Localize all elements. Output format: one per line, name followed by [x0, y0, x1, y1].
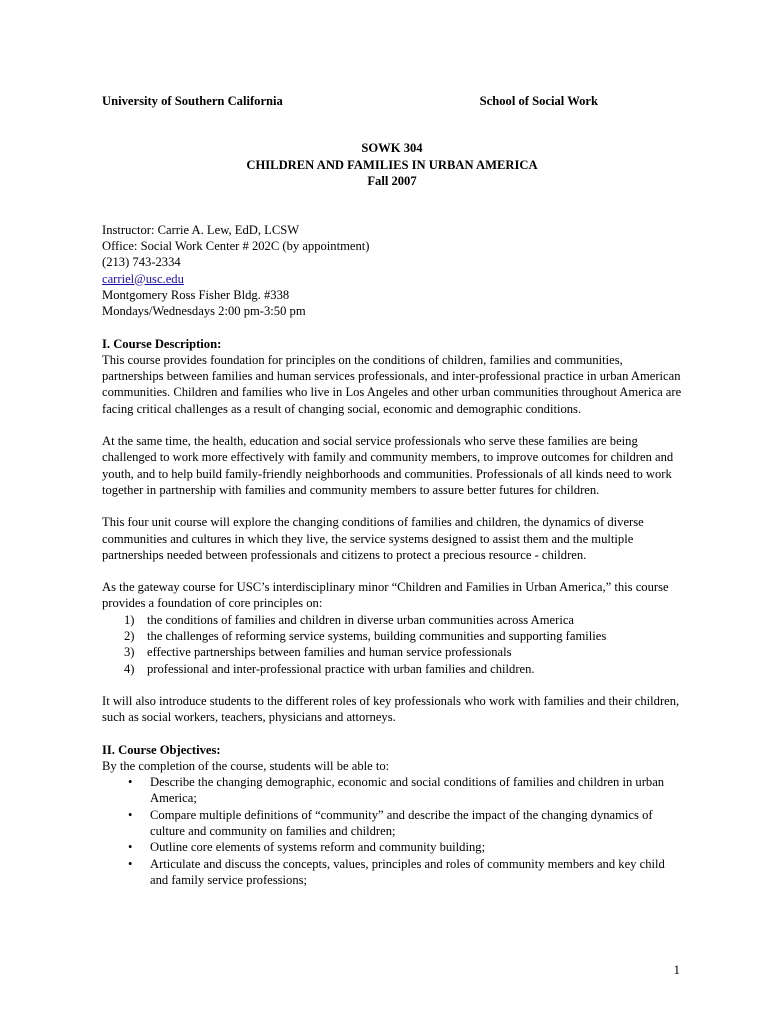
- course-title-block: [102, 140, 682, 190]
- document-header: [102, 93, 682, 109]
- course-description-heading: I. Course Description:: [102, 336, 222, 351]
- class-building: Montgomery Ross Fisher Bldg. #338: [102, 287, 290, 302]
- instructor-office: Office: Social Work Center # 202C (by appointment): [102, 239, 370, 254]
- university-name: University of Southern California: [102, 94, 283, 108]
- list-item: 1) the conditions of families and children in diverse urban communities across America: [124, 612, 575, 627]
- class-schedule: Mondays/Wednesdays 2:00 pm-3:50 pm: [102, 304, 306, 319]
- objectives-intro: By the completion of the course, students will be able to:: [102, 758, 390, 773]
- principles-list: [102, 612, 682, 677]
- description-paragraph-2: At the same time, the health, education and social service professionals who serve these families are being challenged to work more effectively with family and community members, to improve outcomes for children and youth, and to help build family-friendly neighborhoods and communities. Professionals of all kinds need to work together in partnership with families and community members to assure better futures for children.: [102, 434, 674, 497]
- document-body: [102, 93, 682, 888]
- list-item: 2) the challenges of reforming service systems, building communities and supporting families: [124, 629, 607, 644]
- school-name: School of Social Work: [479, 94, 598, 108]
- bullet-icon: •: [128, 807, 133, 822]
- objectives-list: [102, 774, 682, 888]
- bullet-icon: •: [128, 840, 133, 855]
- course-title: CHILDREN AND FAMILIES IN URBAN AMERICA: [246, 157, 538, 172]
- course-code: SOWK 304: [361, 141, 423, 156]
- page-number: 1: [673, 962, 680, 977]
- instructor-email-link[interactable]: carriel@usc.edu: [102, 271, 184, 286]
- instructor-name: Instructor: Carrie A. Lew, EdD, LCSW: [102, 222, 300, 237]
- bullet-icon: •: [128, 775, 133, 790]
- bullet-icon: •: [128, 856, 133, 871]
- list-item: • Describe the changing demographic, economic and social conditions of families and children in urban America;: [128, 775, 665, 806]
- description-paragraph-5: It will also introduce students to the different roles of key professionals who work with families and their children, such as social workers, teachers, physicians and attorneys.: [102, 693, 680, 725]
- instructor-info: [102, 222, 682, 320]
- list-item: 4) professional and inter-professional practice with urban families and children.: [124, 661, 535, 676]
- description-paragraph-1: This course provides foundation for principles on the conditions of children, families and communities, partnerships between families and human services professionals, and inter-professional practice in urban American communities. Children and families who live in Los Angeles and other urban communities throughout America are facing critical challenges as a result of changing social, economic and demographic conditions.: [102, 352, 682, 416]
- list-item: • Outline core elements of systems reform and community building;: [128, 840, 486, 855]
- description-paragraph-3: This four unit course will explore the changing conditions of families and children, the dynamics of diverse communities and cultures in which they live, the service systems designed to assist them and the multiple partnerships needed between professionals and citizens to protect a precious resource - children.: [102, 515, 644, 562]
- course-objectives-heading: II. Course Objectives:: [102, 742, 221, 757]
- list-item: • Articulate and discuss the concepts, values, principles and roles of community members and key child and family service professions;: [128, 856, 665, 887]
- instructor-phone: (213) 743-2334: [102, 255, 181, 270]
- list-item: • Compare multiple definitions of “community” and describe the impact of the changing dynamics of culture and community on families and children;: [128, 807, 653, 838]
- list-item: 3) effective partnerships between families and human service professionals: [124, 645, 512, 660]
- description-paragraph-4: As the gateway course for USC’s interdisciplinary minor “Children and Families in Urban America,” this course provides a foundation of core principles on:: [102, 580, 669, 611]
- course-term: Fall 2007: [367, 174, 417, 189]
